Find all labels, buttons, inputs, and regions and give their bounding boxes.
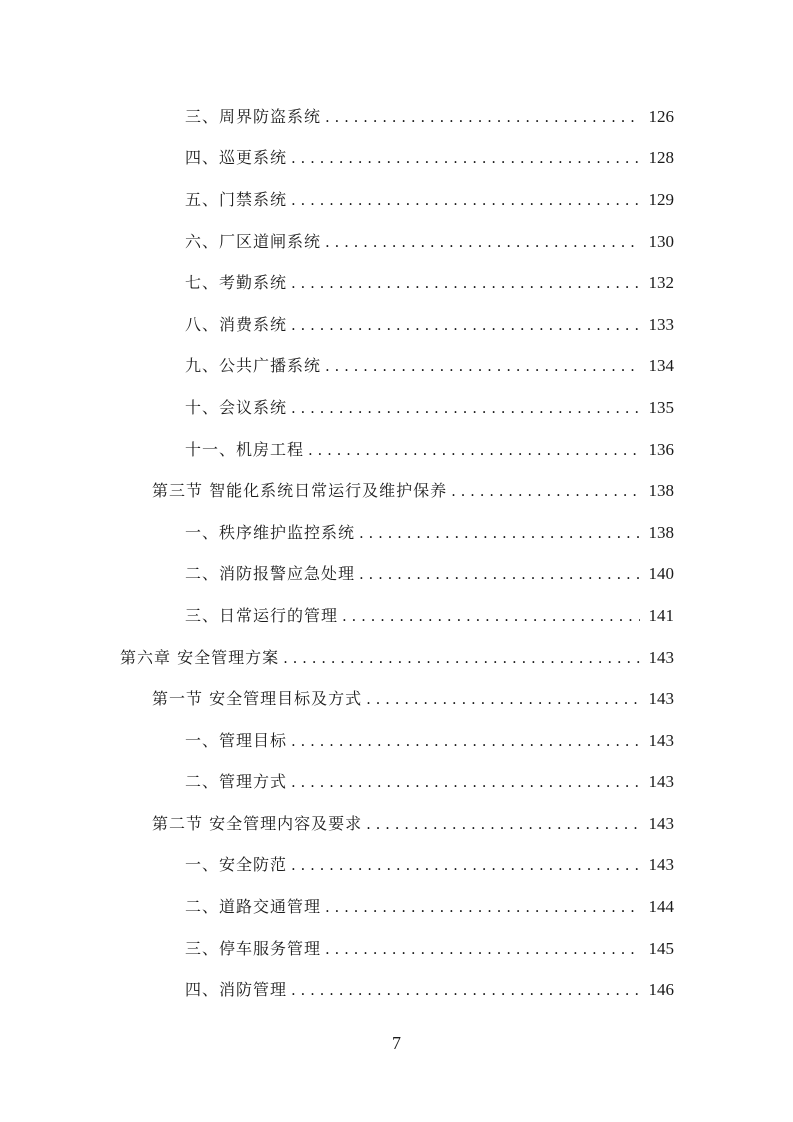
toc-entry-page: 140	[648, 564, 674, 584]
dot-leader	[325, 107, 640, 127]
toc-entry[interactable]	[0, 387, 793, 429]
toc-entry-page: 143	[648, 730, 674, 750]
toc-entry[interactable]	[0, 886, 793, 928]
toc-entry-page: 138	[648, 522, 674, 542]
toc-entry[interactable]	[0, 720, 793, 762]
toc-entry-page: 143	[648, 813, 674, 833]
toc-entry-title: 六、厂区道闸系统	[185, 231, 322, 251]
toc-entry-page: 135	[648, 397, 674, 417]
toc-entry[interactable]	[0, 512, 793, 554]
toc-entry-title: 八、消费系统	[185, 314, 288, 334]
dot-leader	[291, 398, 640, 418]
toc-entry-title: 三、停车服务管理	[185, 938, 322, 958]
toc-entry-page: 145	[648, 938, 674, 958]
dot-leader	[366, 689, 640, 709]
toc-entry[interactable]	[0, 554, 793, 596]
dot-leader	[325, 232, 640, 252]
toc-entry-title: 三、周界防盗系统	[185, 106, 322, 126]
dot-leader	[308, 440, 640, 460]
toc-entry-page: 146	[648, 980, 674, 1000]
toc-entry-title: 四、巡更系统	[185, 148, 288, 168]
table-of-contents	[0, 96, 793, 1011]
toc-entry-title: 二、道路交通管理	[185, 897, 322, 917]
toc-entry[interactable]	[0, 138, 793, 180]
toc-entry-page: 143	[648, 855, 674, 875]
dot-leader	[325, 897, 640, 917]
toc-entry-title: 九、公共广播系统	[185, 356, 322, 376]
toc-entry-title: 二、消防报警应急处理	[185, 564, 356, 584]
page-number: 7	[392, 1033, 401, 1053]
toc-entry[interactable]	[0, 678, 793, 720]
toc-entry-title: 一、秩序维护监控系统	[185, 522, 356, 542]
toc-entry-title: 第一节 安全管理目标及方式	[152, 689, 363, 709]
toc-entry[interactable]	[0, 304, 793, 346]
dot-leader	[291, 190, 640, 210]
toc-entry-page: 130	[648, 231, 674, 251]
toc-entry-title: 一、安全防范	[185, 855, 288, 875]
dot-leader	[283, 648, 640, 668]
toc-entry[interactable]	[0, 595, 793, 637]
toc-entry[interactable]	[0, 928, 793, 970]
toc-entry-page: 134	[648, 356, 674, 376]
toc-entry-title: 第三节 智能化系统日常运行及维护保养	[152, 481, 448, 501]
dot-leader	[325, 939, 640, 959]
toc-entry-page: 136	[648, 439, 674, 459]
toc-entry[interactable]	[0, 470, 793, 512]
toc-entry-title: 第二节 安全管理内容及要求	[152, 813, 363, 833]
toc-entry-page: 133	[648, 314, 674, 334]
dot-leader	[291, 772, 640, 792]
dot-leader	[451, 481, 640, 501]
dot-leader	[366, 814, 640, 834]
dot-leader	[291, 273, 640, 293]
toc-entry-page: 132	[648, 273, 674, 293]
toc-entry[interactable]	[0, 221, 793, 263]
dot-leader	[291, 731, 640, 751]
toc-entry-title: 十一、机房工程	[185, 439, 305, 459]
toc-entry-page: 129	[648, 189, 674, 209]
dot-leader	[291, 148, 640, 168]
toc-entry-page: 126	[648, 106, 674, 126]
toc-entry[interactable]	[0, 96, 793, 138]
toc-entry-title: 一、管理目标	[185, 730, 288, 750]
toc-entry-page: 138	[648, 481, 674, 501]
toc-entry-title: 七、考勤系统	[185, 273, 288, 293]
toc-entry-page: 143	[648, 772, 674, 792]
toc-entry-title: 四、消防管理	[185, 980, 288, 1000]
dot-leader	[359, 523, 640, 543]
toc-entry-page: 141	[648, 605, 674, 625]
toc-entry[interactable]	[0, 845, 793, 887]
toc-entry[interactable]	[0, 969, 793, 1011]
toc-entry[interactable]	[0, 803, 793, 845]
toc-entry-page: 128	[648, 148, 674, 168]
toc-entry-page: 144	[648, 897, 674, 917]
toc-entry[interactable]	[0, 346, 793, 388]
toc-entry-page: 143	[648, 689, 674, 709]
toc-entry-title: 二、管理方式	[185, 772, 288, 792]
toc-entry-title: 十、会议系统	[185, 397, 288, 417]
toc-entry[interactable]	[0, 637, 793, 679]
toc-entry[interactable]	[0, 762, 793, 804]
dot-leader	[359, 564, 640, 584]
toc-entry-title: 五、门禁系统	[185, 189, 288, 209]
toc-entry-title: 三、日常运行的管理	[185, 605, 339, 625]
toc-entry[interactable]	[0, 262, 793, 304]
dot-leader	[291, 855, 640, 875]
dot-leader	[325, 356, 640, 376]
toc-entry-title: 第六章 安全管理方案	[120, 647, 280, 667]
toc-entry[interactable]	[0, 429, 793, 471]
dot-leader	[342, 606, 640, 626]
toc-entry[interactable]	[0, 179, 793, 221]
toc-entry-page: 143	[648, 647, 674, 667]
dot-leader	[291, 980, 640, 1000]
dot-leader	[291, 315, 640, 335]
